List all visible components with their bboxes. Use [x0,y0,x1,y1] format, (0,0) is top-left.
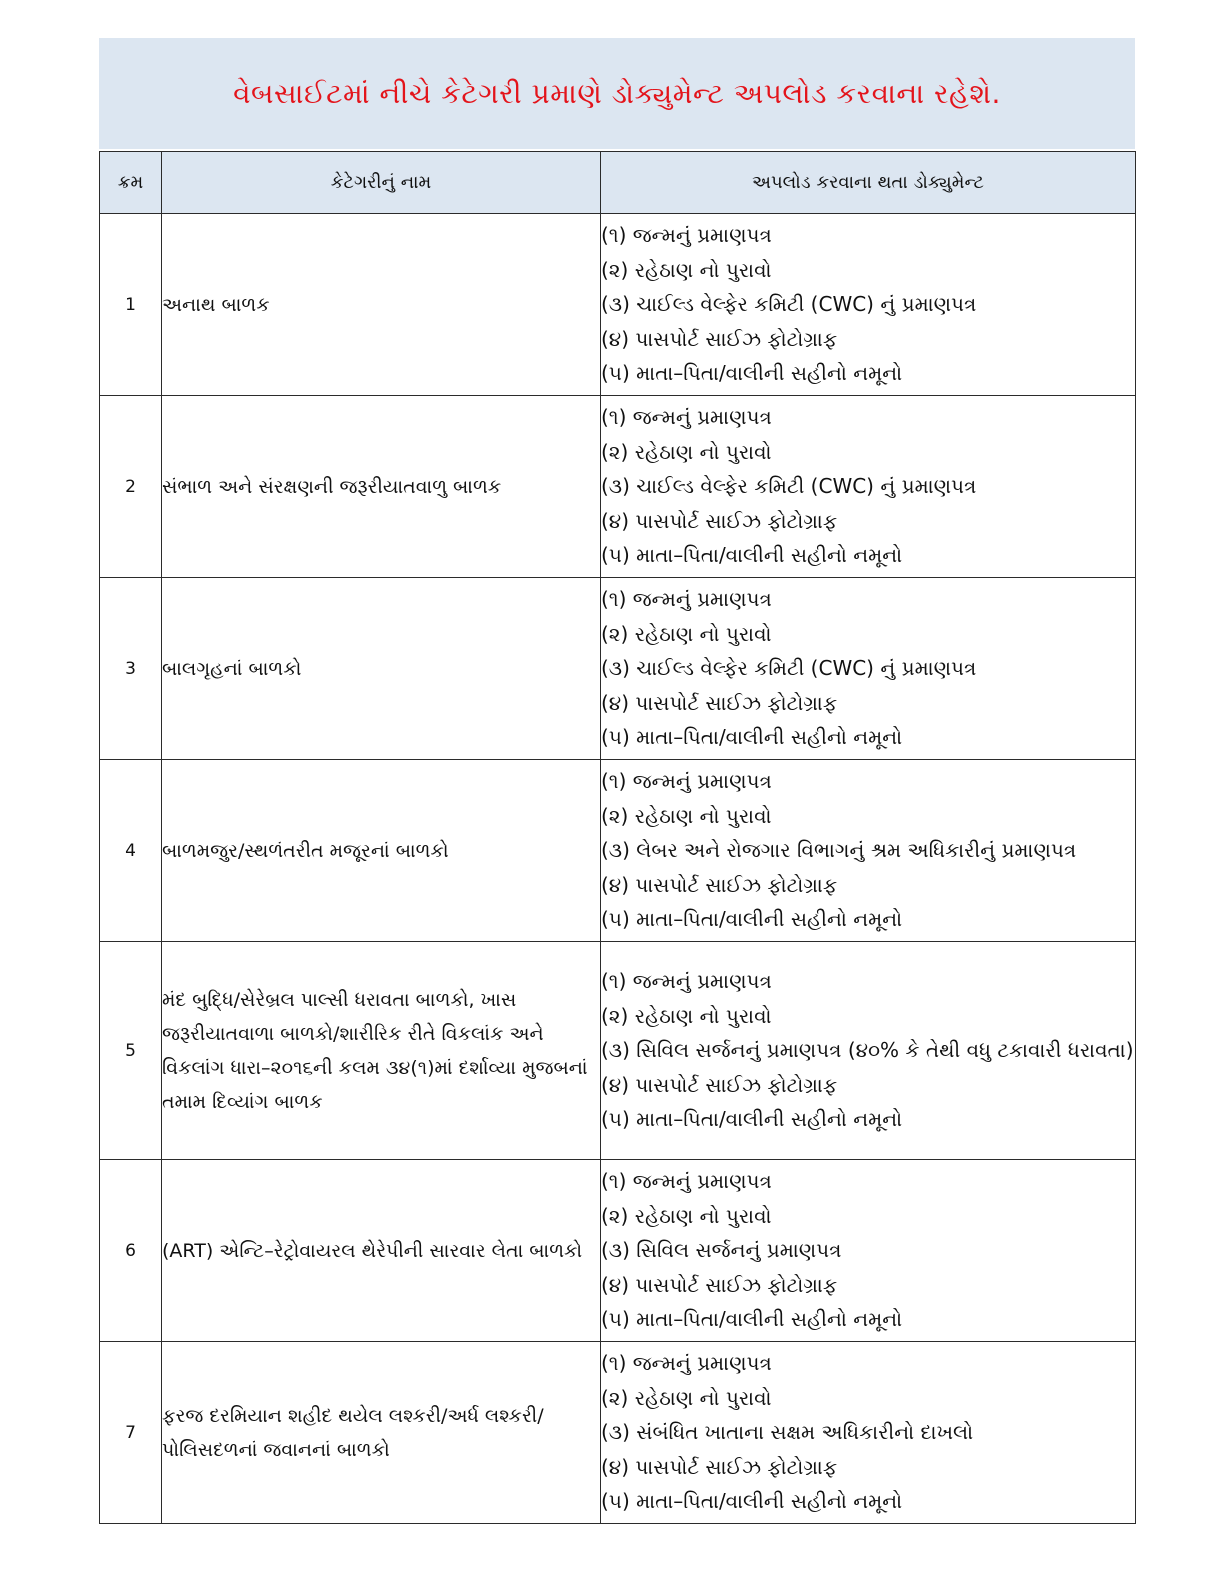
documents-table [99,151,1136,1524]
document-item: (૧) જન્મનું પ્રમાણપત્ર [601,1351,772,1376]
document-item: (૪) પાસપોર્ટ સાઈઝ ફોટોગ્રાફ [601,1454,838,1479]
document-item: (૪) પાસપોર્ટ સાઈઝ ફોટોગ્રાફ [601,1272,838,1297]
document-item: (૩) ચાઈલ્ડ વેલ્ફેર કમિટી (CWC) નું પ્રમાણપત્ર [601,474,977,499]
document-item: (૪) પાસપોર્ટ સાઈઝ ફોટોગ્રાફ [601,326,838,351]
document-item: (૫) માતા–પિતા/વાલીની સહીનો નમૂનો [601,907,903,932]
header-serial: ક્રમ [100,152,162,214]
document-list [601,396,1136,578]
table-row [100,760,1136,942]
document-item: (૨) રહેઠાણ નો પુરાવો [601,1385,772,1410]
category-name: બાલગૃહનાં બાળકો [162,578,601,760]
category-name: ફરજ દરમિયાન શહીદ થયેલ લશ્કરી/અર્ધ લશ્કરી/પોલિસદળનાં જવાનનાં બાળકો [162,1342,601,1524]
document-item: (૨) રહેઠાણ નો પુરાવો [601,257,772,282]
category-name: અનાથ બાળક [162,214,601,396]
document-item: (૨) રહેઠાણ નો પુરાવો [601,621,772,646]
row-number: 2 [100,396,162,578]
table-row [100,1160,1136,1342]
document-item: (૨) રહેઠાણ નો પુરાવો [601,1003,772,1028]
row-number: 6 [100,1160,162,1342]
table-row [100,942,1136,1160]
row-number: 3 [100,578,162,760]
document-item: (૫) માતા–પિતા/વાલીની સહીનો નમૂનો [601,1489,903,1514]
document-item: (૨) રહેઠાણ નો પુરાવો [601,439,772,464]
document-item: (૫) માતા–પિતા/વાલીની સહીનો નમૂનો [601,361,903,386]
row-number: 4 [100,760,162,942]
document-item: (૧) જન્મનું પ્રમાણપત્ર [601,1169,772,1194]
document-item: (૨) રહેઠાણ નો પુરાવો [601,803,772,828]
category-name: બાળમજુર/સ્થળંતરીત મજૂરનાં બાળકો [162,760,601,942]
document-list [601,942,1136,1160]
document-item: (૫) માતા–પિતા/વાલીની સહીનો નમૂનો [601,543,903,568]
document-item: (૧) જન્મનું પ્રમાણપત્ર [601,969,772,994]
page-title: વેબસાઈટમાં નીચે કેટેગરી પ્રમાણે ડોક્યુમેન્ટ અપલોડ કરવાના રહેશે. [233,76,1001,110]
document-list [601,760,1136,942]
document-item: (૧) જન્મનું પ્રમાણપત્ર [601,769,772,794]
document-item: (૪) પાસપોર્ટ સાઈઝ ફોટોગ્રાફ [601,872,838,897]
document-item: (૪) પાસપોર્ટ સાઈઝ ફોટોગ્રાફ [601,508,838,533]
document-list [601,1160,1136,1342]
document-item: (૫) માતા–પિતા/વાલીની સહીનો નમૂનો [601,725,903,750]
row-number: 1 [100,214,162,396]
document-item: (૩) સિવિલ સર્જનનું પ્રમાણપત્ર (૪૦% કે તેથી વધુ ટકાવારી ધરાવતા) [601,1038,1134,1063]
header-documents: અપલોડ કરવાના થતા ડોક્યુમેન્ટ [601,152,1136,214]
document-list [601,1342,1136,1524]
header-category-name: કેટેગરીનું નામ [162,152,601,214]
document-list [601,578,1136,760]
document-item: (૫) માતા–પિતા/વાલીની સહીનો નમૂનો [601,1107,903,1132]
document-item: (૪) પાસપોર્ટ સાઈઝ ફોટોગ્રાફ [601,690,838,715]
document-item: (૩) સંબંધિત ખાતાના સક્ષમ અધિકારીનો દાખલો [601,1420,974,1445]
document-item: (૫) માતા–પિતા/વાલીની સહીનો નમૂનો [601,1307,903,1332]
document-item: (૨) રહેઠાણ નો પુરાવો [601,1203,772,1228]
document-item: (૩) ચાઈલ્ડ વેલ્ફેર કમિટી (CWC) નું પ્રમાણપત્ર [601,656,977,681]
row-number: 7 [100,1342,162,1524]
document-item: (૪) પાસપોર્ટ સાઈઝ ફોટોગ્રાફ [601,1072,838,1097]
table-row [100,214,1136,396]
table-row [100,396,1136,578]
document-item: (૩) લેબર અને રોજગાર વિભાગનું શ્રમ અધિકારીનું પ્રમાણપત્ર [601,838,1077,863]
table-header-row [100,152,1136,214]
table-row [100,1342,1136,1524]
document-item: (૧) જન્મનું પ્રમાણપત્ર [601,405,772,430]
document-item: (૧) જન્મનું પ્રમાણપત્ર [601,587,772,612]
category-name: મંદ બુદ્ધિ/સેરેબ્રલ પાલ્સી ધરાવતા બાળકો, ખાસ જરૂરીયાતવાળા બાળકો/શારીરિક રીતે વિકલાંક અને વિકલાંગ ધારા–૨૦૧૬ની કલમ ૩૪(૧)માં દર્શાવ્યા મુજબનાં તમામ દિવ્યાંગ બાળક [162,942,601,1160]
document-item: (૧) જન્મનું પ્રમાણપત્ર [601,223,772,248]
table-row [100,578,1136,760]
title-banner [99,38,1135,149]
category-name: સંભાળ અને સંરક્ષણની જરૂરીયાતવાળુ બાળક [162,396,601,578]
category-name: (ART) એન્ટિ–રેટ્રોવાયરલ થેરેપીની સારવાર લેતા બાળકો [162,1160,601,1342]
row-number: 5 [100,942,162,1160]
document-item: (૩) સિવિલ સર્જનનું પ્રમાણપત્ર [601,1238,842,1263]
document-list [601,214,1136,396]
document-item: (૩) ચાઈલ્ડ વેલ્ફેર કમિટી (CWC) નું પ્રમાણપત્ર [601,292,977,317]
